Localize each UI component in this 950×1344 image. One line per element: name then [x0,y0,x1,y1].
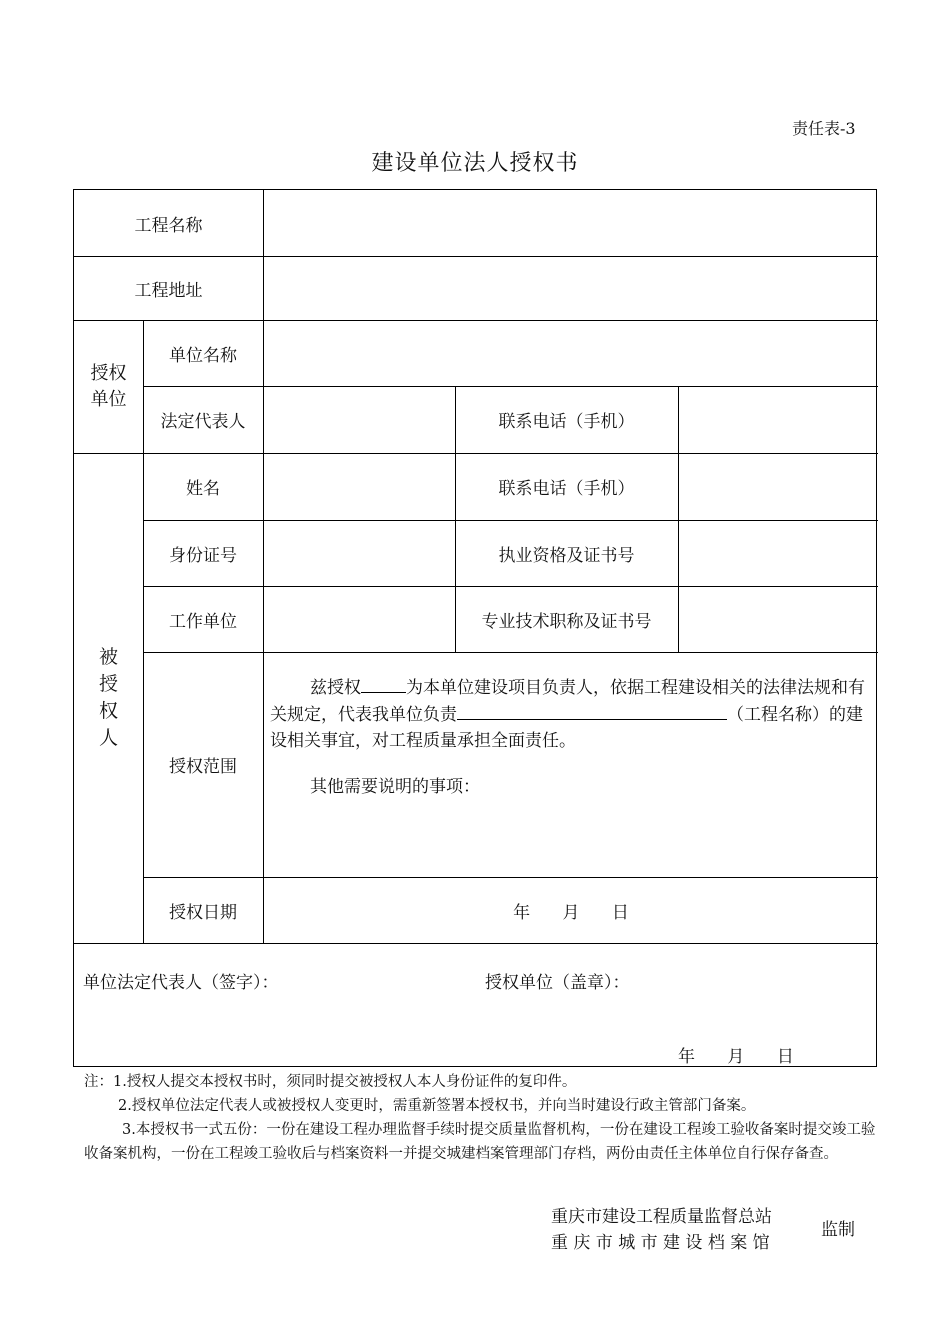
legal-rep-label: 法定代表人 [160,412,246,432]
supervisor-2: 重 庆 市 城 市 建 设 档 案 馆 [551,1233,770,1253]
project-address-label: 工程地址 [134,280,203,301]
unit-name-label: 单位名称 [169,345,237,366]
legal-rep-signature-label: 单位法定代表人（签字）： [83,973,279,993]
title-cert-field[interactable] [679,586,878,652]
authorization-date[interactable]: 年 月 日 [513,902,629,923]
note-1: 注：1.授权人提交本授权书时，须同时提交被授权人本人身份证件的复印件。 [84,1074,577,1090]
scope-text-part2: 为本单位建设项目负责人，依据工程建设相关的法律法规和有关规定，代表我单位负责 [270,678,865,725]
unit-name-field[interactable] [264,320,878,386]
qualification-field[interactable] [679,520,878,586]
other-matters-label: 其他需要说明的事项： [310,777,480,797]
unit-seal-label: 授权单位（盖章）： [485,973,630,993]
authorized-person-blank[interactable] [361,674,406,693]
note-3: 3.本授权书一式五份：一份在建设工程办理监督手续时提交质量监督机构，一份在建设工程竣工验收备案时提交竣工验收备案机构，一份在工程竣工验收后与档案资料一并提交城建档案管理部门存档，两份由责任主体单位自行保存备查。 [84,1122,876,1162]
title-cert-label: 专业技术职称及证书号 [481,611,652,632]
project-name-label: 工程名称 [134,215,203,236]
authorized-person-label: 被 授 权 人 [98,646,118,749]
name-label: 姓名 [186,479,220,499]
authorizing-unit-label: 授权 单位 [90,362,127,410]
legal-rep-field[interactable] [264,386,455,453]
notes [84,1070,884,1166]
signature-date: 年 月 日 [678,1047,794,1067]
date-label: 授权日期 [169,902,237,923]
scope-text [270,674,870,800]
authorized-phone-label: 联系电话（手机） [498,479,635,499]
supervising-organizations [551,1204,772,1256]
row-divider [74,943,878,944]
legal-rep-phone-field[interactable] [679,386,878,453]
project-address-field[interactable] [264,256,878,320]
authorized-phone-field[interactable] [679,453,878,520]
project-name-field[interactable] [264,190,878,256]
legal-rep-phone-label: 联系电话（手机） [498,412,635,432]
name-field[interactable] [264,453,455,520]
scope-label: 授权范围 [169,757,237,777]
id-number-field[interactable] [264,520,455,586]
qualification-label: 执业资格及证书号 [498,545,635,566]
form-number: 责任表-3 [792,119,856,138]
id-number-label: 身份证号 [169,545,237,566]
project-name-blank[interactable] [457,701,727,720]
work-unit-field[interactable] [264,586,455,652]
note-2: 2.授权单位法定代表人或被授权人变更时，需重新签署本授权书，并向当时建设行政主管部门备案。 [118,1098,756,1114]
authorization-form-table [73,189,877,1067]
scope-text-part1: 兹授权 [310,678,361,698]
supervisor-1: 重庆市建设工程质量监督总站 [551,1207,772,1227]
page-title: 建设单位法人授权书 [371,151,579,176]
work-unit-label: 工作单位 [169,611,237,632]
scope-text-part3: （工程名称）的建设相关事宜，对工程质量承担全面责任。 [270,705,863,751]
supervised-label: 监制 [821,1220,855,1240]
